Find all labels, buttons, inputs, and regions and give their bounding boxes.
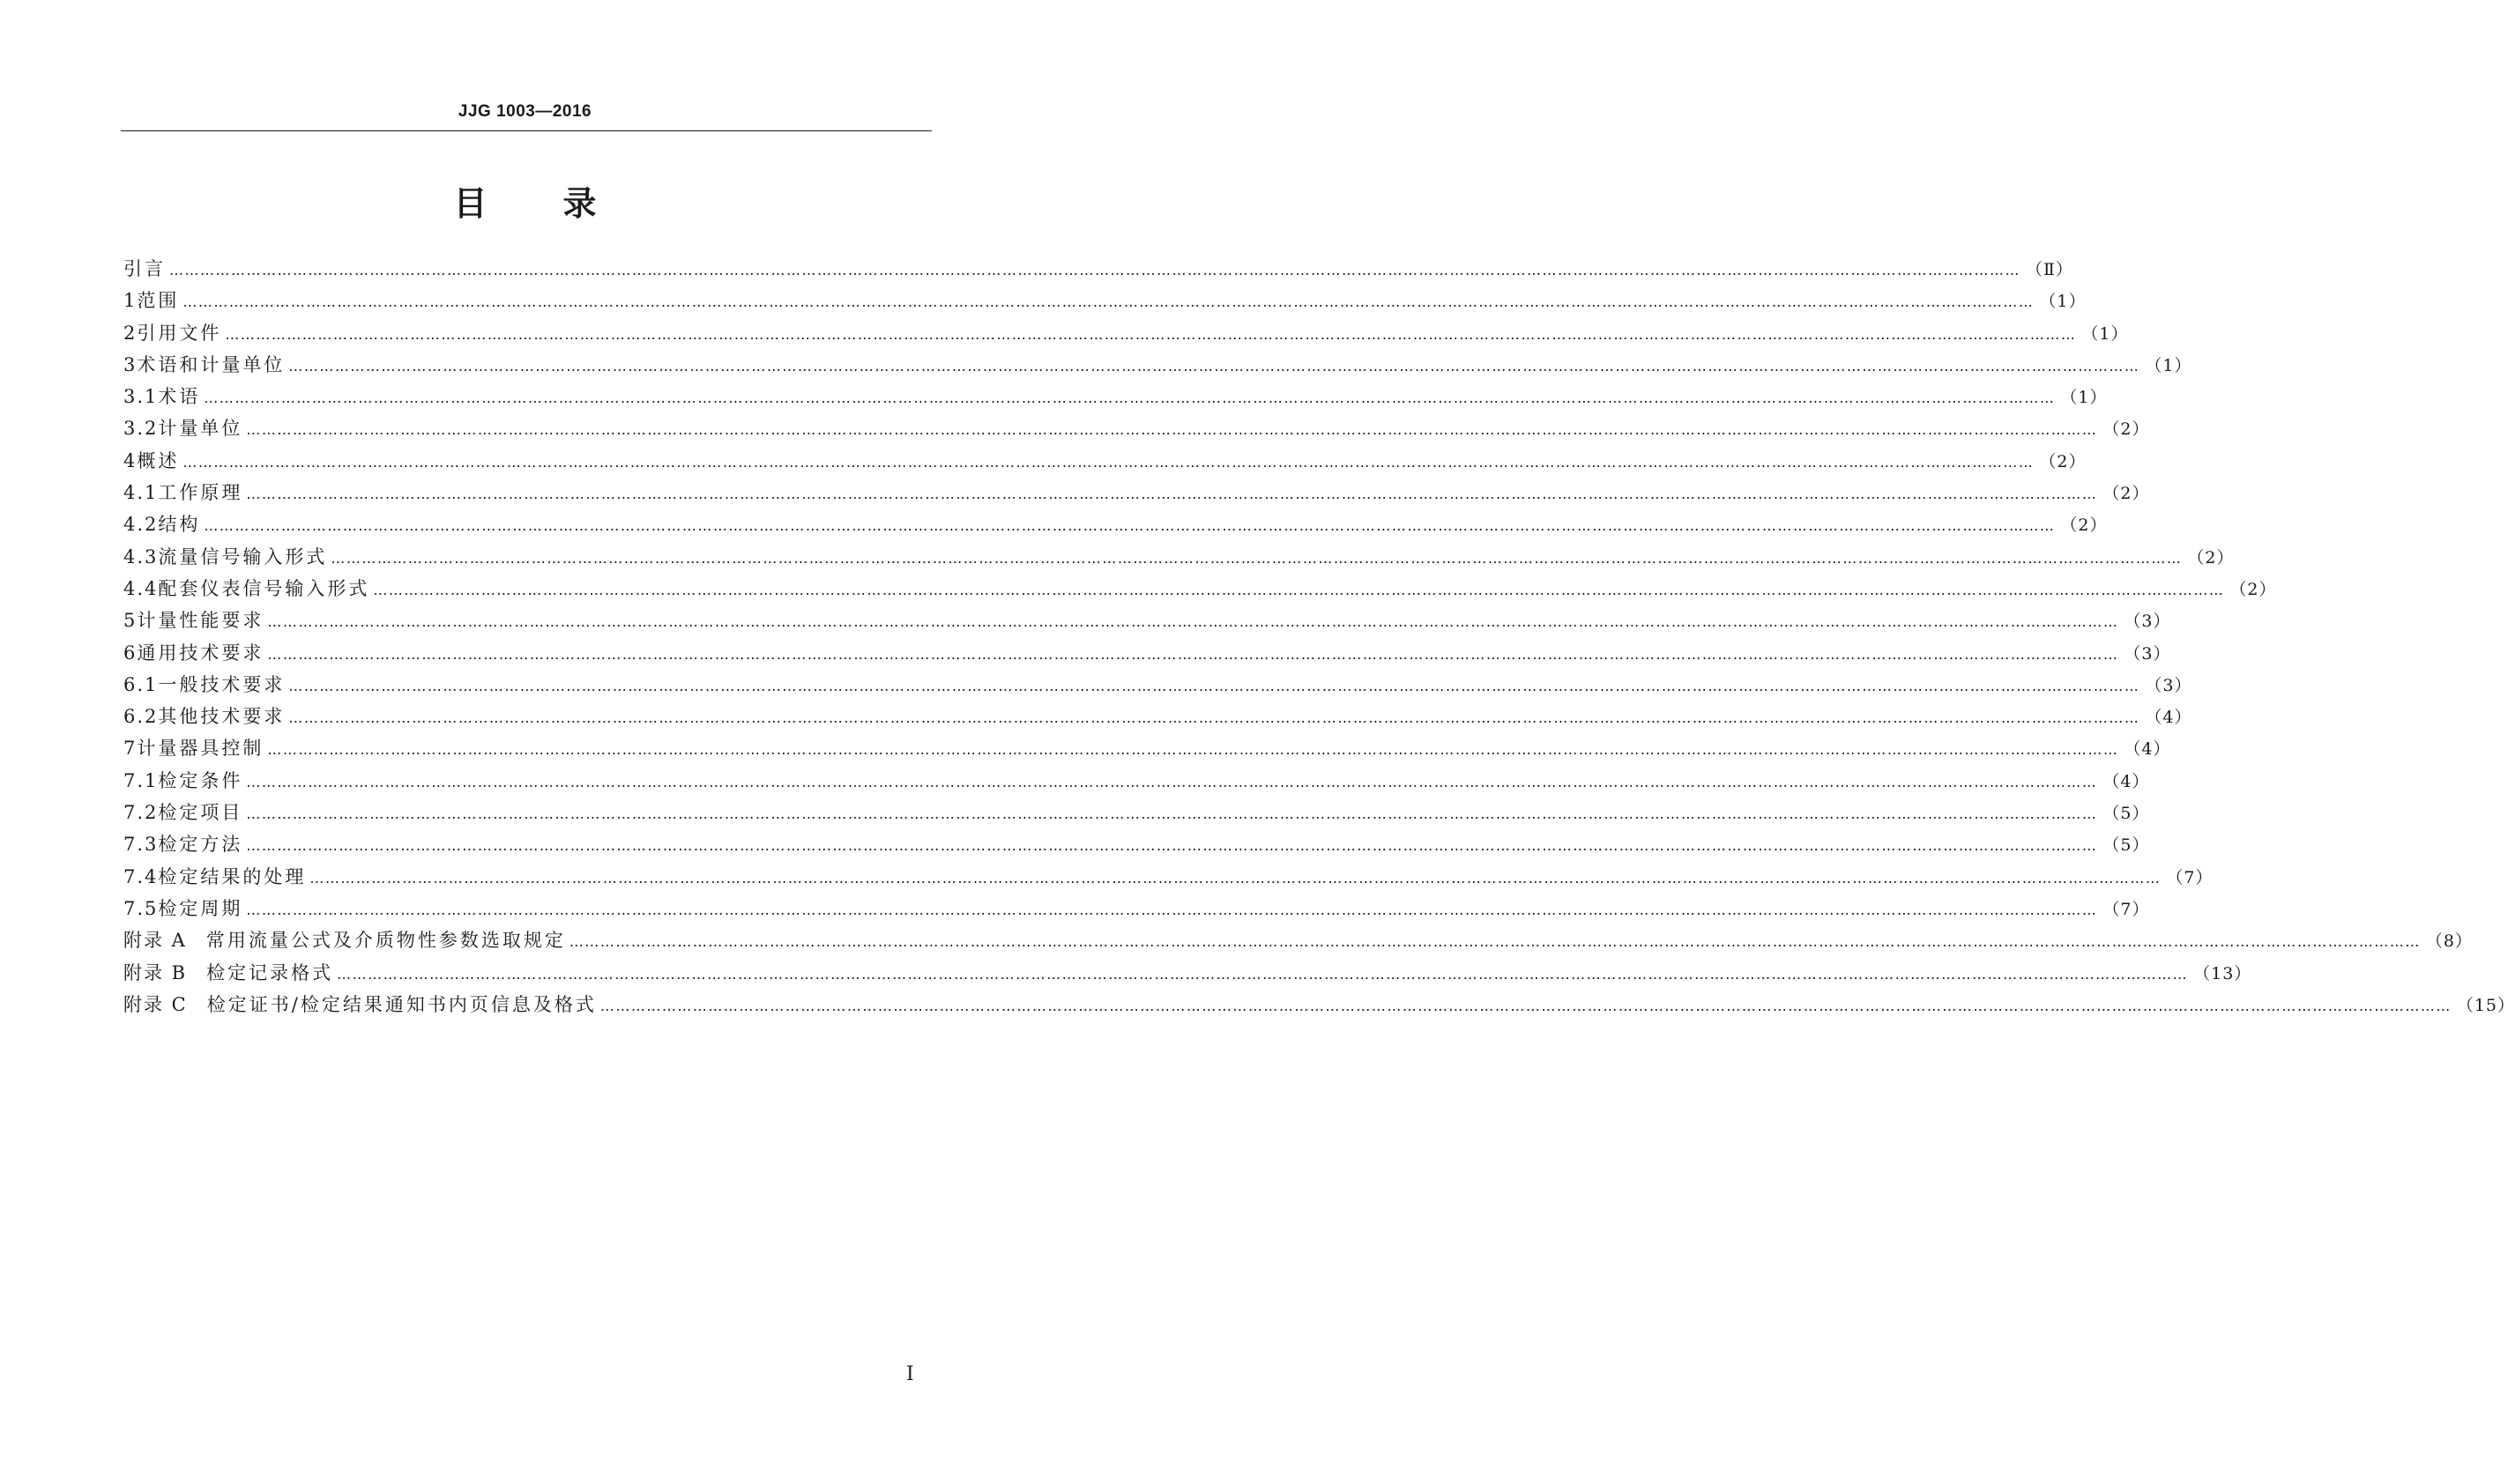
toc-entry-number: 7.3 — [123, 834, 159, 856]
toc-leader-dots: ……………………………………………………………………………………………………………………………………………………………………………………………………………………………………………………………………………………………………………………………… — [246, 805, 2098, 823]
table-of-contents — [123, 255, 2515, 1022]
page-title: 目录 — [453, 184, 673, 223]
toc-entry-number: 6.1 — [123, 673, 159, 695]
toc-entry-label: 工作原理 — [158, 482, 243, 504]
toc-entry-label: 计量器具控制 — [137, 738, 264, 760]
toc-entry-page: （2） — [2187, 547, 2235, 568]
toc-entry-number: 1 — [123, 290, 138, 312]
toc-entry-label: 概述 — [137, 449, 180, 471]
toc-entry-number: 6.2 — [123, 706, 159, 728]
toc-entry-label: 流量信号输入形式 — [158, 545, 328, 568]
toc-entry-label: 引言 — [123, 258, 166, 279]
toc-entry[interactable] — [123, 479, 2150, 510]
toc-entry[interactable] — [123, 351, 2192, 382]
toc-entry-page: （5） — [2102, 835, 2150, 856]
toc-leader-dots: ……………………………………………………………………………………………………………………………………………………………………………………………………………………………………………………………………………………………………………………………… — [569, 933, 2421, 951]
toc-leader-dots: ……………………………………………………………………………………………………………………………………………………………………………………………………………………………………………………………………………………………………………………………… — [204, 390, 2056, 407]
toc-entry-page: （3） — [2124, 643, 2171, 664]
toc-entry-label: 检定证书/检定结果通知书内页信息及格式 — [206, 993, 597, 1015]
toc-leader-dots: ……………………………………………………………………………………………………………………………………………………………………………………………………………………………………………………………………………………………………………………………… — [288, 709, 2140, 727]
toc-entry[interactable] — [123, 543, 2235, 575]
toc-leader-dots: ……………………………………………………………………………………………………………………………………………………………………………………………………………………………………………………………………………………………………………………………… — [267, 613, 2119, 631]
toc-leader-dots: ……………………………………………………………………………………………………………………………………………………………………………………………………………………………………………………………………………………………………………………………… — [331, 549, 2183, 567]
toc-entry-label: 计量单位 — [158, 418, 243, 440]
toc-entry-label: 检定周期 — [158, 897, 243, 919]
toc-leader-dots: ……………………………………………………………………………………………………………………………………………………………………………………………………………………………………………………………………………………………………………………………… — [309, 869, 2162, 887]
toc-leader-dots: ……………………………………………………………………………………………………………………………………………………………………………………………………………………………………………………………………………………………………………………………… — [246, 773, 2098, 790]
toc-entry-page: （13） — [2193, 963, 2252, 983]
toc-entry[interactable] — [123, 671, 2192, 702]
toc-entry[interactable] — [123, 382, 2108, 414]
toc-entry[interactable] — [123, 286, 2087, 318]
toc-leader-dots: ……………………………………………………………………………………………………………………………………………………………………………………………………………………………………………………………………………………………………………………………… — [246, 421, 2098, 439]
toc-entry-label: 术语 — [158, 386, 201, 408]
toc-entry-appendix-prefix: 附录 B — [123, 961, 188, 983]
toc-entry[interactable] — [123, 959, 2252, 991]
toc-entry-label: 检定项目 — [158, 802, 243, 824]
toc-entry-page: （2） — [2102, 419, 2150, 440]
toc-leader-dots: ……………………………………………………………………………………………………………………………………………………………………………………………………………………………………………………………………………………………………………………………… — [599, 997, 2452, 1014]
toc-entry-label: 一般技术要求 — [158, 673, 286, 695]
toc-entry-label: 检定结果的处理 — [158, 865, 307, 887]
toc-entry-number: 7.5 — [123, 897, 159, 919]
toc-entry-page: （7） — [2166, 867, 2214, 887]
toc-entry-page: （5） — [2102, 804, 2150, 824]
toc-leader-dots: ……………………………………………………………………………………………………………………………………………………………………………………………………………………………………………………………………………………………………………………………… — [288, 677, 2140, 694]
toc-entry-number: 3.1 — [123, 386, 159, 408]
toc-leader-dots: ……………………………………………………………………………………………………………………………………………………………………………………………………………………………………………………………………………………………………………………………… — [267, 645, 2119, 663]
toc-entry-page: （8） — [2425, 931, 2473, 952]
toc-leader-dots: ……………………………………………………………………………………………………………………………………………………………………………………………………………………………………………………………………………………………………………………………… — [182, 453, 2035, 471]
toc-entry-number: 7 — [123, 738, 138, 760]
toc-leader-dots: ……………………………………………………………………………………………………………………………………………………………………………………………………………………………………………………………………………………………………………………………… — [288, 357, 2140, 375]
toc-entry-number: 7.4 — [123, 865, 159, 887]
toc-entry-label: 范围 — [137, 290, 180, 312]
toc-leader-dots: ……………………………………………………………………………………………………………………………………………………………………………………………………………………………………………………………………………………………………………………………… — [337, 965, 2189, 983]
toc-leader-dots: ……………………………………………………………………………………………………………………………………………………………………………………………………………………………………………………………………………………………………………………………… — [225, 325, 2077, 343]
toc-entry-label: 引用文件 — [137, 322, 222, 344]
toc-entry-number: 3.2 — [123, 418, 159, 440]
toc-entry-appendix-prefix: 附录 C — [123, 993, 188, 1015]
toc-entry-page: （1） — [2081, 323, 2129, 344]
toc-entry-page: （2） — [2060, 516, 2108, 536]
toc-entry[interactable] — [123, 926, 2473, 958]
toc-entry-page: （2） — [2102, 484, 2150, 504]
toc-entry[interactable] — [123, 575, 2277, 606]
toc-entry-label: 配套仪表信号输入形式 — [158, 577, 370, 599]
toc-entry-page: （3） — [2145, 675, 2192, 695]
toc-entry-label: 检定方法 — [158, 834, 243, 856]
toc-entry-number: 4 — [123, 449, 138, 471]
toc-entry-number: 4.1 — [123, 482, 159, 504]
toc-entry-page: （4） — [2145, 708, 2192, 728]
toc-entry[interactable] — [123, 414, 2150, 446]
toc-entry-label: 其他技术要求 — [158, 706, 286, 728]
toc-entry-number: 3 — [123, 353, 138, 375]
toc-entry-label: 检定条件 — [158, 769, 243, 791]
toc-entry-number: 6 — [123, 642, 138, 664]
toc-entry-page: （2） — [2229, 579, 2277, 599]
toc-leader-dots: ……………………………………………………………………………………………………………………………………………………………………………………………………………………………………………………………………………………………………………………………… — [246, 486, 2098, 503]
toc-leader-dots: ……………………………………………………………………………………………………………………………………………………………………………………………………………………………………………………………………………………………………………………………… — [182, 293, 2035, 311]
toc-leader-dots: ……………………………………………………………………………………………………………………………………………………………………………………………………………………………………………………………………………………………………………………………… — [373, 581, 2225, 598]
toc-entry-page: （1） — [2060, 388, 2108, 408]
running-header: JJG 1003—2016 — [458, 102, 592, 121]
toc-entry[interactable] — [123, 991, 2515, 1022]
toc-entry-number: 4.2 — [123, 514, 159, 536]
toc-entry-appendix-prefix: 附录 A — [123, 930, 187, 952]
toc-entry-page: （1） — [2145, 355, 2192, 375]
toc-entry-label: 计量性能要求 — [137, 610, 264, 632]
toc-entry-label: 术语和计量单位 — [137, 353, 286, 375]
toc-entry-number: 2 — [123, 322, 138, 344]
toc-entry-page: （4） — [2124, 739, 2171, 760]
toc-entry-page: （2） — [2039, 451, 2087, 471]
toc-entry[interactable] — [123, 639, 2171, 671]
toc-entry-page: （3） — [2124, 612, 2171, 632]
toc-entry[interactable] — [123, 767, 2150, 798]
toc-entry-number: 4.3 — [123, 545, 159, 568]
toc-entry-label: 结构 — [158, 514, 201, 536]
toc-entry-page: （15） — [2456, 995, 2515, 1015]
toc-entry[interactable] — [123, 734, 2171, 766]
toc-entry-label: 常用流量公式及介质物性参数选取规定 — [205, 930, 566, 952]
toc-entry-page: （Ⅱ） — [2026, 260, 2073, 279]
toc-entry[interactable] — [123, 702, 2192, 734]
toc-entry-number: 7.1 — [123, 769, 159, 791]
toc-entry[interactable] — [123, 510, 2108, 542]
toc-entry-page: （7） — [2102, 899, 2150, 919]
toc-entry[interactable] — [123, 830, 2150, 862]
toc-entry[interactable] — [123, 319, 2129, 351]
toc-entry-label: 检定记录格式 — [206, 961, 334, 983]
header-rule — [121, 130, 932, 131]
toc-entry[interactable] — [123, 255, 2073, 286]
toc-entry-label: 通用技术要求 — [137, 642, 264, 664]
toc-entry[interactable] — [123, 798, 2150, 830]
toc-leader-dots: ……………………………………………………………………………………………………………………………………………………………………………………………………………………………………………………………………………………………………………………………… — [204, 517, 2056, 535]
toc-entry-page: （1） — [2039, 292, 2087, 312]
toc-entry[interactable] — [123, 894, 2150, 926]
toc-entry[interactable] — [123, 606, 2171, 638]
toc-leader-dots: ……………………………………………………………………………………………………………………………………………………………………………………………………………………………………………………………………………………………………………………………… — [267, 741, 2119, 759]
toc-leader-dots: ……………………………………………………………………………………………………………………………………………………………………………………………………………………………………………………………………………………………………………………………… — [169, 262, 2020, 278]
toc-entry-page: （4） — [2102, 771, 2150, 791]
toc-entry[interactable] — [123, 863, 2214, 894]
toc-entry-number: 4.4 — [123, 577, 159, 599]
page-number: Ⅰ — [906, 1362, 914, 1384]
toc-entry-number: 7.2 — [123, 802, 159, 824]
toc-entry[interactable] — [123, 447, 2087, 479]
toc-leader-dots: ……………………………………………………………………………………………………………………………………………………………………………………………………………………………………………………………………………………………………………………………… — [246, 837, 2098, 855]
toc-leader-dots: ……………………………………………………………………………………………………………………………………………………………………………………………………………………………………………………………………………………………………………………………… — [246, 901, 2098, 918]
toc-entry-number: 5 — [123, 610, 138, 632]
